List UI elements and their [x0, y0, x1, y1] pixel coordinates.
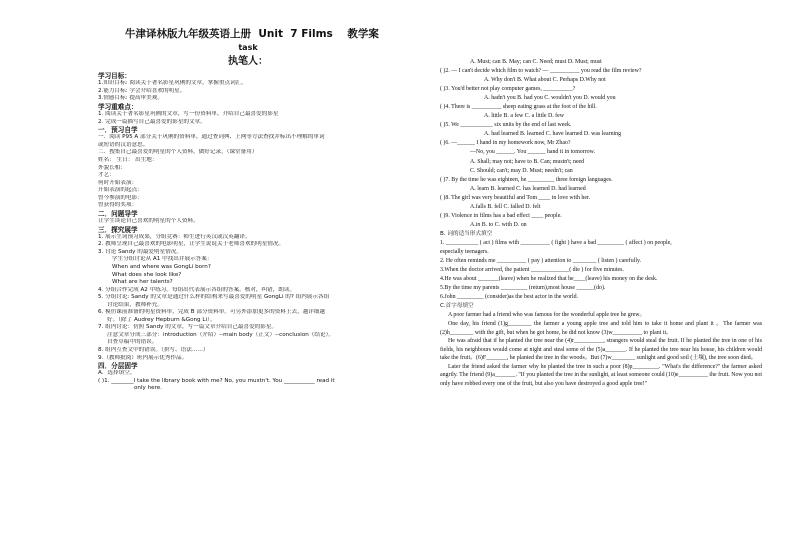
left_lines-line: When and where was GongLi born?: [112, 263, 211, 270]
left_lines-line: ( )1. ________I take the library book with me? No, you mustn't. You ___________ read it: [98, 377, 335, 384]
right_lines-line: A. Shall; may not; have to B. Can; mustn't; need: [470, 158, 585, 165]
left_lines-line: 4. 分组合作完成 A2 中练习。每组出代表展示各组的答案。核对，纠错，朗读。: [98, 286, 296, 293]
left_lines-line: 1. 阅读关于著名影星巩俐的文章，写一份资料单，介绍自己最喜爱的影星: [98, 111, 279, 118]
left_lines-line: 一．预习自学: [98, 126, 138, 135]
cloze-passage: [440, 311, 762, 388]
left_lines-line: only here.: [134, 385, 162, 392]
right_lines-line: A. had learned B. learned C. have learned D. was learning: [484, 131, 622, 138]
left_lines-line: 二．问题导学: [98, 209, 138, 218]
left_lines-line: 或短语的汉语意思。: [98, 141, 149, 148]
left_lines-line: 5. 分组讨论: Sandy 的文章是通过什么样的结构来写最喜爱的明星 GongLi 的? 组内展示各组: [98, 294, 330, 301]
left_lines-line: What are her talents?: [112, 279, 173, 286]
right_lines-line: 2. He often reminds me __________ ( pay ) attention to ________ ( listen ) carefully.: [440, 258, 641, 265]
left_lines-line: A．选择填空。: [98, 370, 136, 377]
right_lines-line: A.falls B. fell C. falled D. felt: [470, 203, 541, 210]
left-column: [98, 28, 398, 393]
right_lines-line: 4.He was about _______(leave) when he realized that he____(leave) his money on the desk.: [440, 276, 658, 283]
left_lines-line: 学习目标：: [98, 72, 131, 80]
right-column: [440, 58, 762, 389]
left-text-block: [98, 72, 398, 393]
right_lines-line: 1. ___________ ( act ) films with __________ ( fight ) have a bad _________ ( affect ) on people,: [440, 239, 672, 246]
left_lines-line: 1.知识目标: 阅读关于著名影星巩俐的文章，掌握重点词汇。: [98, 80, 247, 87]
left_lines-line: 姓名： 生日： 出生地：: [98, 156, 158, 163]
right_lines-line: B. 词的适当形式填空: [440, 230, 493, 237]
passage-paragraph: Later the friend asked the farmer why he planted the tree in such a poor (8)p_________. "What's the difference?" the farmer asked angrily. The friend (9)a_______. "If you planted the tree in the sunlight, at least someone could (10)e__________ the fruit. Now you not only have robbed every one of the fruit, but also you have destroyed a good apple tree!": [440, 363, 762, 388]
right_lines-line: A. hadn't you B. had you C. wouldn't you D. would you: [484, 95, 616, 102]
left_lines-line: 2.能力目标: 学会介绍喜欢的明星。: [98, 87, 186, 94]
left_lines-line: 才艺：: [98, 172, 115, 179]
left_lines-line: 9.（教师批阅）班内展示优秀作品。: [98, 354, 188, 361]
right_lines-line: A. learn B. learned C. has learned D. had learned: [470, 185, 586, 192]
right_lines-line: A. Why don't B. What about C. Perhaps D.Why not: [484, 77, 606, 84]
right_lines-line: ( )7. By the time he was eighteen, he _________ three foreign languages.: [440, 176, 613, 183]
right_lines-line: C.首字母填空: [440, 303, 474, 310]
passage-paragraph: A poor farmer had a friend who was famous for the wonderful apple tree he grew。: [448, 312, 646, 319]
right_lines-line: 3.When the doctor arrived, the patient _____________( die ) for five minutes.: [440, 267, 624, 274]
passage-paragraph: One day, his friend (1)g________ the farmer a young apple tree and told him to take it home and plant it 。The farmer was (2)h________ with the gift, but when he got home, he did not know (3)w__________ to plant it。: [440, 320, 762, 336]
left_lines-line: 讨论结果，教师补充。: [107, 301, 163, 308]
document-title: 牛津译林版九年级英语上册 Unit 7 Films 教学案: [125, 28, 379, 40]
right_lines-line: A.in B. to C. with D. on: [470, 221, 527, 228]
left_lines-line: What does she look like?: [112, 271, 182, 278]
left_lines-line: 曾获得的奖项：: [98, 202, 138, 209]
right_lines-line: —No, you ______. You ______ hand it in tomorrow.: [470, 149, 595, 156]
left_lines-line: 2. 教师呈现自己最喜欢的电影明星，让学生说说关于老师喜欢的明星情况。: [98, 241, 285, 248]
author-line: 执笔人：: [228, 56, 268, 67]
left_lines-line: 一．阅读 P95 A 部分关于巩俐的资料单，通过查词典、上网等方法查找并标出不理解的单词: [98, 134, 325, 141]
right_lines-line: 5.By the time my parents _________ (return),most house ______(do).: [440, 285, 606, 292]
left_lines-line: 何时开始表演：: [98, 179, 138, 186]
left_lines-line: 8. 组内互查文中的错误。（拼写、语法……）: [98, 346, 209, 353]
left_lines-line: 6. 模仿课前准备的明星资料单，完成 B 部分资料单。可另外添加更多的资料上去，越详细越: [98, 309, 326, 316]
right_lines-line: ( )2. — I can't decide which film to watch? — __________ you read the film review?: [440, 68, 642, 75]
left_lines-line: 好。（除了 Audrey Hepburn &Gong Li）。: [107, 316, 216, 323]
right_lines-line: ( )3. You'd better not play computer games, __________?: [440, 86, 576, 93]
left_lines-line: 外貌长相：: [98, 164, 126, 171]
left_lines-line: 自查草稿中的错误。: [107, 339, 158, 346]
left_lines-line: 3. 讨论 Sandy 的最爱明星情况。: [98, 248, 182, 255]
right_lines-line: A. little B. a few C. a little D. few: [484, 113, 564, 120]
left_lines-line: 三．探究展学: [98, 225, 138, 234]
exercise-block: [440, 58, 762, 311]
left_lines-line: 2. 完成一篇描写自己最喜爱的影星的文章。: [98, 118, 206, 125]
left_lines-line: 让学生谈论自己喜欢的明星的个人资料。: [98, 218, 199, 225]
left_lines-line: 7. 组内讨论：仿照 Sandy 的文章，写一篇文章介绍自己最喜爱的影星。: [98, 324, 278, 331]
right_lines-line: ( )5. We ___________ six units by the end of last week.: [440, 122, 572, 129]
right_lines-line: ( )6. —______ I hand in my homework now, Mr Zhao?: [440, 140, 571, 147]
right_lines-line: C. Should; can't; may D. Must; needn't; can: [470, 167, 573, 174]
right_lines-line: 6.John _________ (consider)as the best actor in the world.: [440, 294, 579, 301]
left_lines-line: 学生分组讨论从 A1 中找出并展示答案：: [112, 256, 213, 263]
left_lines-line: 3.情感目标: 提高审美观。: [98, 95, 163, 102]
right_lines-line: ( )4. There is __________ sheep eating grass at the foot of the hill.: [440, 104, 597, 111]
right_lines-line: ( )9. Violence in films has a bad effect ____ people.: [440, 212, 562, 219]
left_lines-line: 1. 展示生词预习成果，分组竞赛：师生进行英汉或汉英翻译。: [98, 233, 251, 240]
left_lines-line: 注意文章分成三部分：introduction（介绍）--main body（正文）--conclusion（结论）。: [107, 331, 334, 338]
right_lines-line: A. Must; can B. May; can C. Need; must D. Must; must: [470, 59, 602, 65]
passage-paragraph: He was afraid that if he planted the tree near the (4)r__________, strangers would steal the fruit. If he planted the tree in one of his fields, his neighbours would come at night and steal some of the (5)a_______. If he planted the tree near his house, his children would take the fruit。(6)F_______, he planted the tree in the woods。But (7)w________ sunlight and good soil (土壤), the tree soon died。: [440, 338, 762, 362]
right_lines-line: ( )8. The girl was very beautiful and Tom ____ in love with her.: [440, 194, 591, 201]
left_lines-line: 开始表演的起点：: [98, 187, 143, 194]
left_lines-line: 曾今参演的电影：: [98, 194, 143, 201]
right_lines-line: especially teenagers.: [440, 248, 489, 255]
left_lines-line: 四．分层固学: [98, 362, 138, 371]
document-subtitle: task: [238, 43, 258, 52]
left_lines-line: 二．搜集自己最喜爱的明星的个人资料，做好记录。（课堂备用）: [98, 149, 258, 156]
left_lines-line: 学习重难点：: [98, 102, 138, 111]
